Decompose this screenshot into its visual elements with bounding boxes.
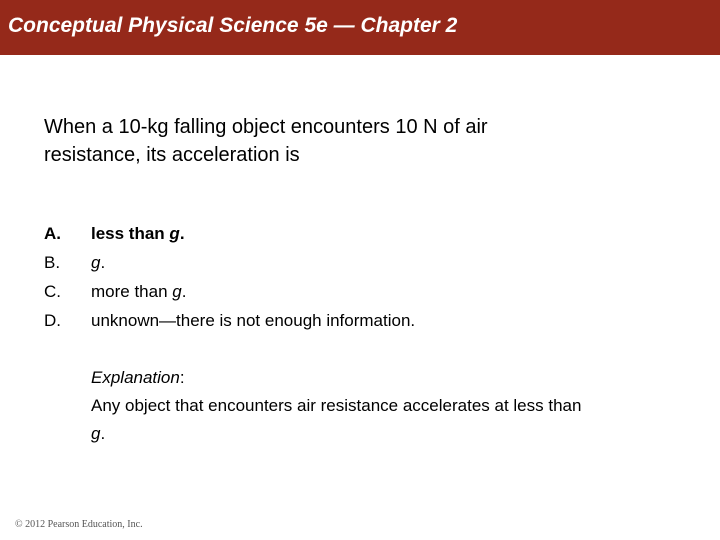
- answer-text-value: more than g.: [91, 282, 187, 301]
- answer-text: [91, 219, 185, 248]
- explanation-label-suffix: :: [179, 368, 185, 387]
- question-text: [44, 113, 644, 169]
- answer-text: [91, 277, 186, 306]
- slide-title: Conceptual Physical Science 5e — Chapter 2: [8, 14, 458, 37]
- copyright-footer: © 2012 Pearson Education, Inc.: [15, 519, 143, 530]
- answer-text-value: less than g.: [91, 224, 185, 243]
- answer-text-value: g.: [91, 253, 106, 272]
- explanation-block: [91, 364, 691, 448]
- answer-letter: D.: [44, 311, 61, 330]
- answer-text: [91, 248, 105, 277]
- question-line-1: When a 10-kg falling object encounters 10 N of air: [44, 116, 488, 138]
- explanation-label: Explanation: [91, 368, 180, 387]
- answer-letter: B.: [44, 253, 61, 272]
- answer-letter: A.: [44, 224, 61, 243]
- explanation-body-line-2: g.: [91, 424, 106, 443]
- explanation-body-line-1: Any object that encounters air resistance accelerates at less than: [91, 396, 582, 415]
- answer-text-value: unknown—there is not enough information.: [91, 311, 416, 330]
- slide-header: [0, 0, 720, 55]
- answer-letter: C.: [44, 282, 61, 301]
- question-line-2: resistance, its acceleration is: [44, 144, 300, 166]
- answer-text: [91, 306, 415, 335]
- explanation-heading: [91, 364, 691, 392]
